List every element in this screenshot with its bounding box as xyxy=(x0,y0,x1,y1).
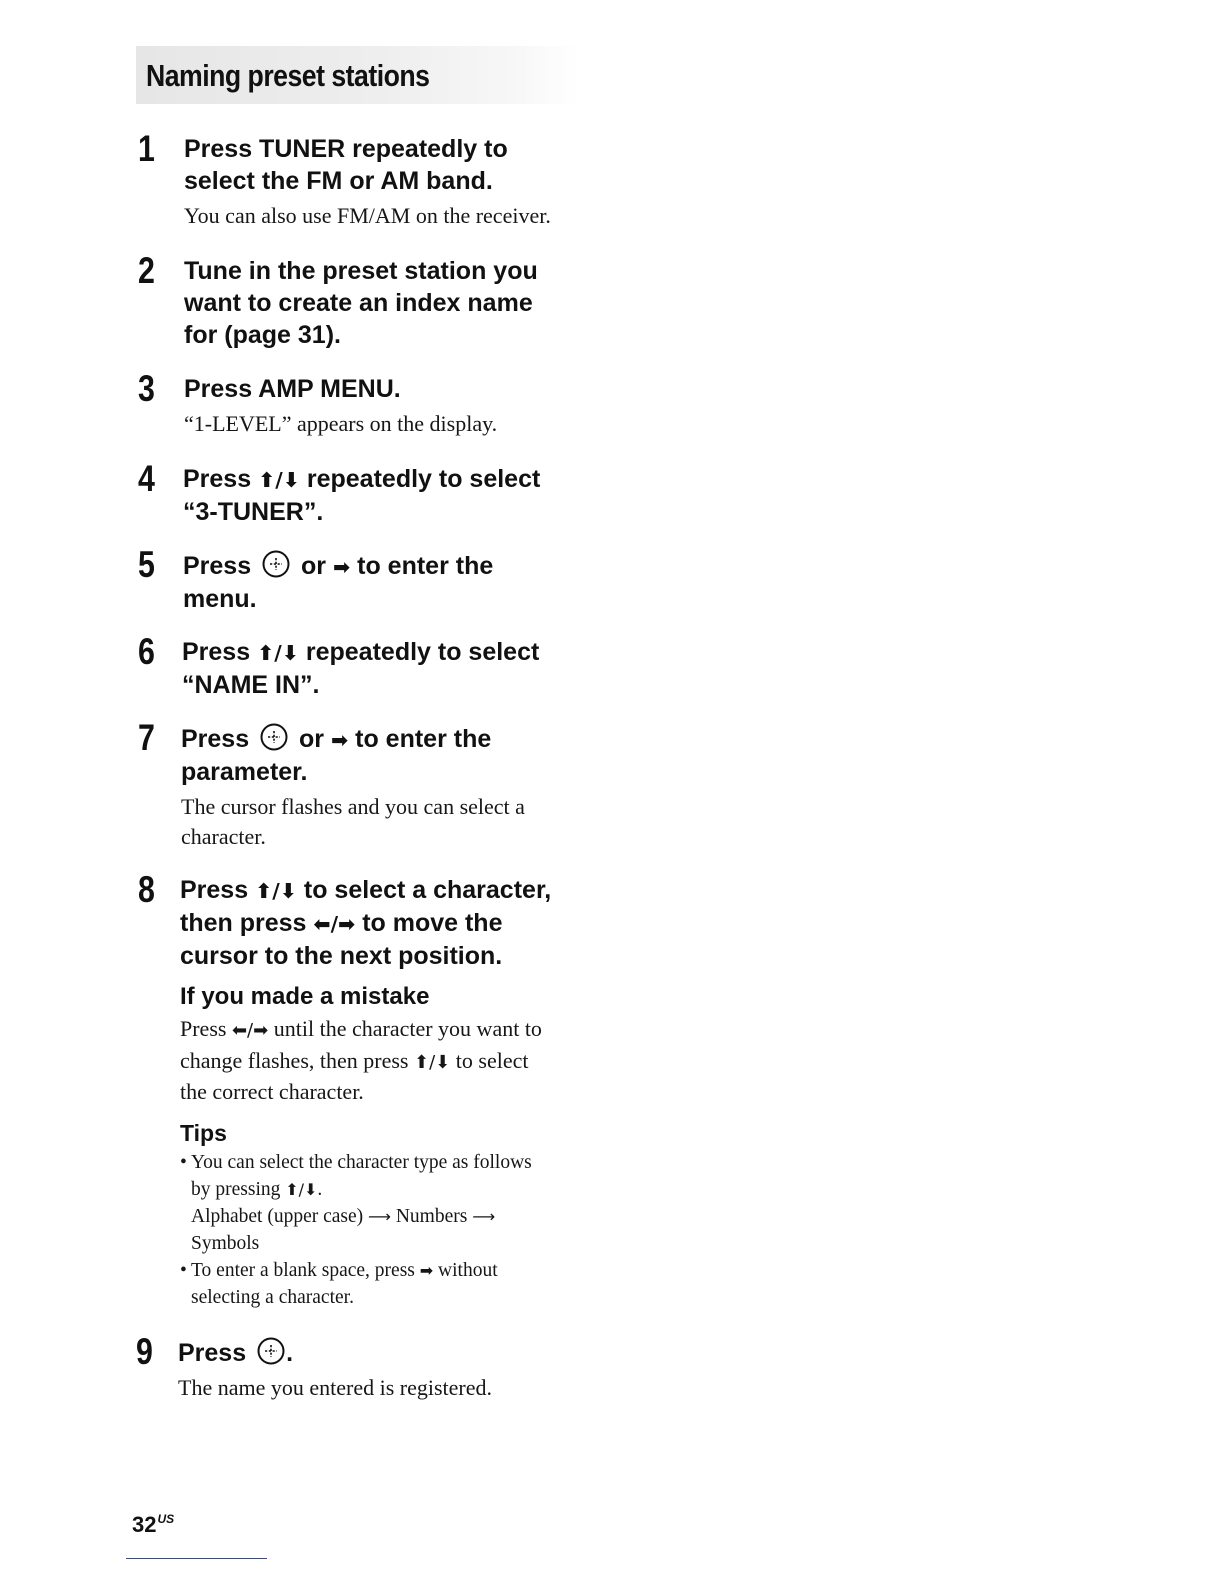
step-note: “1-LEVEL” appears on the display. xyxy=(184,411,498,436)
step-number: 7 xyxy=(138,717,155,758)
step-heading: Press AMP MENU. xyxy=(184,375,401,403)
tips-list xyxy=(180,1149,658,1311)
step-heading: Tune in the preset station you want to create an index name for (page 31). xyxy=(184,257,538,349)
step-note: You can also use FM/AM on the receiver. xyxy=(184,203,551,228)
up-down-arrow-icon: ⬆/⬇ xyxy=(255,879,297,903)
enter-button-icon xyxy=(256,1336,286,1366)
step-number: 1 xyxy=(138,128,155,169)
step-1 xyxy=(138,128,658,231)
step-6 xyxy=(138,631,658,701)
up-down-arrow-icon: ⬆/⬇ xyxy=(413,1051,451,1073)
step-7 xyxy=(138,717,658,851)
step-8 xyxy=(138,869,658,1311)
step-heading: Press ⬆/⬇ to select a character, then press ⬅/➡ to move the cursor to the next position. xyxy=(180,876,552,970)
step-3 xyxy=(138,368,658,439)
step-4 xyxy=(138,458,658,528)
up-down-arrow-icon: ⬆/⬇ xyxy=(285,1179,318,1199)
mistake-heading: If you made a mistake xyxy=(180,983,430,1010)
step-heading: Press or ➡ to enter the parameter. xyxy=(181,722,658,788)
step-number: 8 xyxy=(138,869,155,910)
step-note: The name you entered is registered. xyxy=(178,1375,492,1400)
step-9 xyxy=(136,1331,656,1403)
right-arrow-icon: ➡ xyxy=(332,555,351,579)
long-right-arrow-icon: ⟶ xyxy=(368,1206,391,1226)
up-down-arrow-icon: ⬆/⬇ xyxy=(257,641,299,665)
step-number: 5 xyxy=(138,544,155,585)
step-number: 9 xyxy=(136,1331,153,1372)
step-number: 2 xyxy=(138,250,155,291)
step-heading: Press . xyxy=(178,1336,656,1369)
long-right-arrow-icon: ⟶ xyxy=(472,1206,496,1226)
right-arrow-icon: ➡ xyxy=(419,1260,434,1280)
step-heading: Press ⬆/⬇ repeatedly to select “NAME IN”. xyxy=(182,638,540,699)
region-code: US xyxy=(157,1512,175,1526)
tip-item: • You can select the character type as follows by pressing ⬆/⬇. Alphabet (upper case) ⟶ Numbers ⟶ Symbols xyxy=(180,1149,658,1257)
enter-button-icon xyxy=(261,549,291,579)
left-right-arrow-icon: ⬅/➡ xyxy=(231,1020,269,1041)
step-heading: Press TUNER repeatedly to select the FM or AM band. xyxy=(184,135,508,195)
page-number: $32^{US}$ xyxy=(132,1512,175,1537)
step-number: 6 xyxy=(138,631,155,672)
up-down-arrow-icon: ⬆/⬇ xyxy=(258,468,300,492)
footer-rule xyxy=(126,1558,267,1559)
step-note: The cursor flashes and you can select a character. xyxy=(181,794,525,849)
tips-heading: Tips xyxy=(180,1119,227,1146)
step-2 xyxy=(138,250,658,351)
left-right-arrow-icon: ⬅/➡ xyxy=(313,912,356,936)
mistake-note: Press ⬅/➡ until the character you want to change flashes, then press ⬆/⬇ to select the correct character. xyxy=(180,1016,542,1104)
tip-item: • To enter a blank space, press ➡ without selecting a character. xyxy=(180,1257,658,1311)
right-arrow-icon: ➡ xyxy=(330,728,349,752)
page-title: Naming preset stations xyxy=(146,58,430,93)
enter-button-icon xyxy=(259,722,289,752)
step-heading: Press ⬆/⬇ repeatedly to select “3-TUNER”. xyxy=(183,465,541,526)
step-heading: Press or ➡ to enter the menu. xyxy=(183,549,658,615)
step-number: 4 xyxy=(138,458,155,499)
step-5 xyxy=(138,544,658,615)
step-number: 3 xyxy=(138,368,155,409)
